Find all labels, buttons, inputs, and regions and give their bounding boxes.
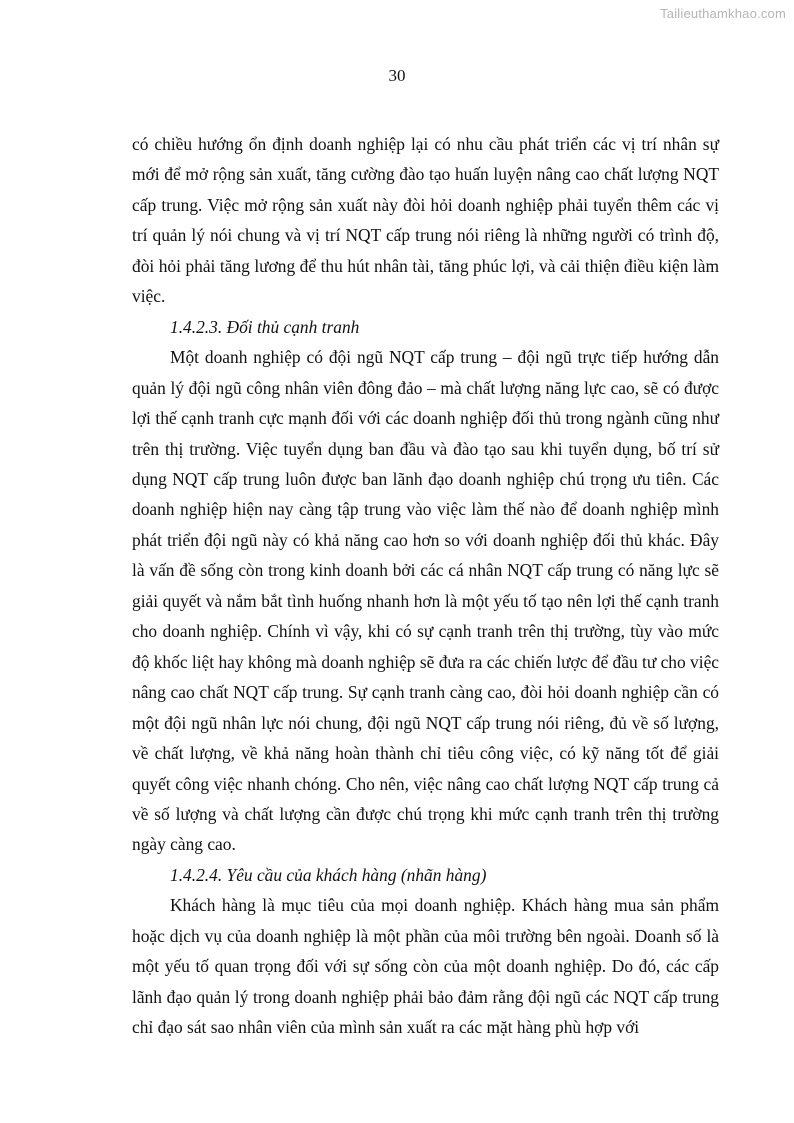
section-heading-competitors: 1.4.2.3. Đối thủ cạnh tranh [170, 316, 360, 337]
paragraph-customer-requirements: Khách hàng là mục tiêu của mọi doanh nghiệp. Khách hàng mua sản phẩm hoặc dịch vụ của doanh nghiệp là một phần của môi trường bên ngoài. Doanh số là một yếu tố quan trọng đối với sự sống còn của một doanh nghiệp. Do đó, các cấp lãnh đạo quản lý trong doanh nghiệp phải bảo đảm rằng đội ngũ các NQT cấp trung chỉ đạo sát sao nhân viên của mình sản xuất ra các mặt hàng phù hợp với [132, 895, 719, 1038]
document-body [132, 129, 719, 1043]
paragraph-competitors: Một doanh nghiệp có đội ngũ NQT cấp trung – đội ngũ trực tiếp hướng dẫn quản lý đội ngũ công nhân viên đông đảo – mà chất lượng năng lực cao, sẽ có được lợi thế cạnh tranh cực mạnh đối với các doanh nghiệp đối thủ trong ngành cũng như trên thị trường. Việc tuyển dụng ban đầu và đào tạo sau khi tuyển dụng, bố trí sử dụng NQT cấp trung luôn được ban lãnh đạo doanh nghiệp chú trọng ưu tiên. Các doanh nghiệp hiện nay càng tập trung vào việc làm thế nào để doanh nghiệp mình phát triển đội ngũ này có khả năng cao hơn so với doanh nghiệp đối thủ khác. Đây là vấn đề sống còn trong kinh doanh bởi các cá nhân NQT cấp trung có năng lực sẽ giải quyết và nắm bắt tình huống nhanh hơn là một yếu tố tạo nên lợi thế cạnh tranh cho doanh nghiệp. Chính vì vậy, khi có sự cạnh tranh trên thị trường, tùy vào mức độ khốc liệt hay không mà doanh nghiệp sẽ đưa ra các chiến lược để đầu tư cho việc nâng cao chất NQT cấp trung. Sự cạnh tranh càng cao, đòi hỏi doanh nghiệp cần có một đội ngũ nhân lực nói chung, đội ngũ NQT cấp trung nói riêng, đủ về số lượng, về chất lượng, về khả năng hoàn thành chỉ tiêu công việc, có kỹ năng tốt để giải quyết công việc nhanh chóng. Cho nên, việc nâng cao chất lượng NQT cấp trung cả về số lượng và chất lượng cần được chú trọng khi mức cạnh tranh trên thị trường ngày càng cao. [132, 347, 720, 855]
watermark: Tailieuthamkhao.com [660, 6, 786, 21]
section-heading-customer-requirements: 1.4.2.4. Yêu cầu của khách hàng (nhãn hàng) [170, 864, 487, 885]
paragraph-continuation: có chiều hướng ổn định doanh nghiệp lại có nhu cầu phát triển các vị trí nhân sự mới để mở rộng sản xuất, tăng cường đào tạo huấn luyện nâng cao chất lượng NQT cấp trung. Việc mở rộng sản xuất này đòi hỏi doanh nghiệp phải tuyển thêm các vị trí quản lý nói chung và vị trí NQT cấp trung nói riêng là những người có trình độ, đòi hỏi phải tăng lương để thu hút nhân tài, tăng phúc lợi, và cải thiện điều kiện làm việc. [132, 134, 719, 307]
page-number: 30 [388, 66, 406, 85]
